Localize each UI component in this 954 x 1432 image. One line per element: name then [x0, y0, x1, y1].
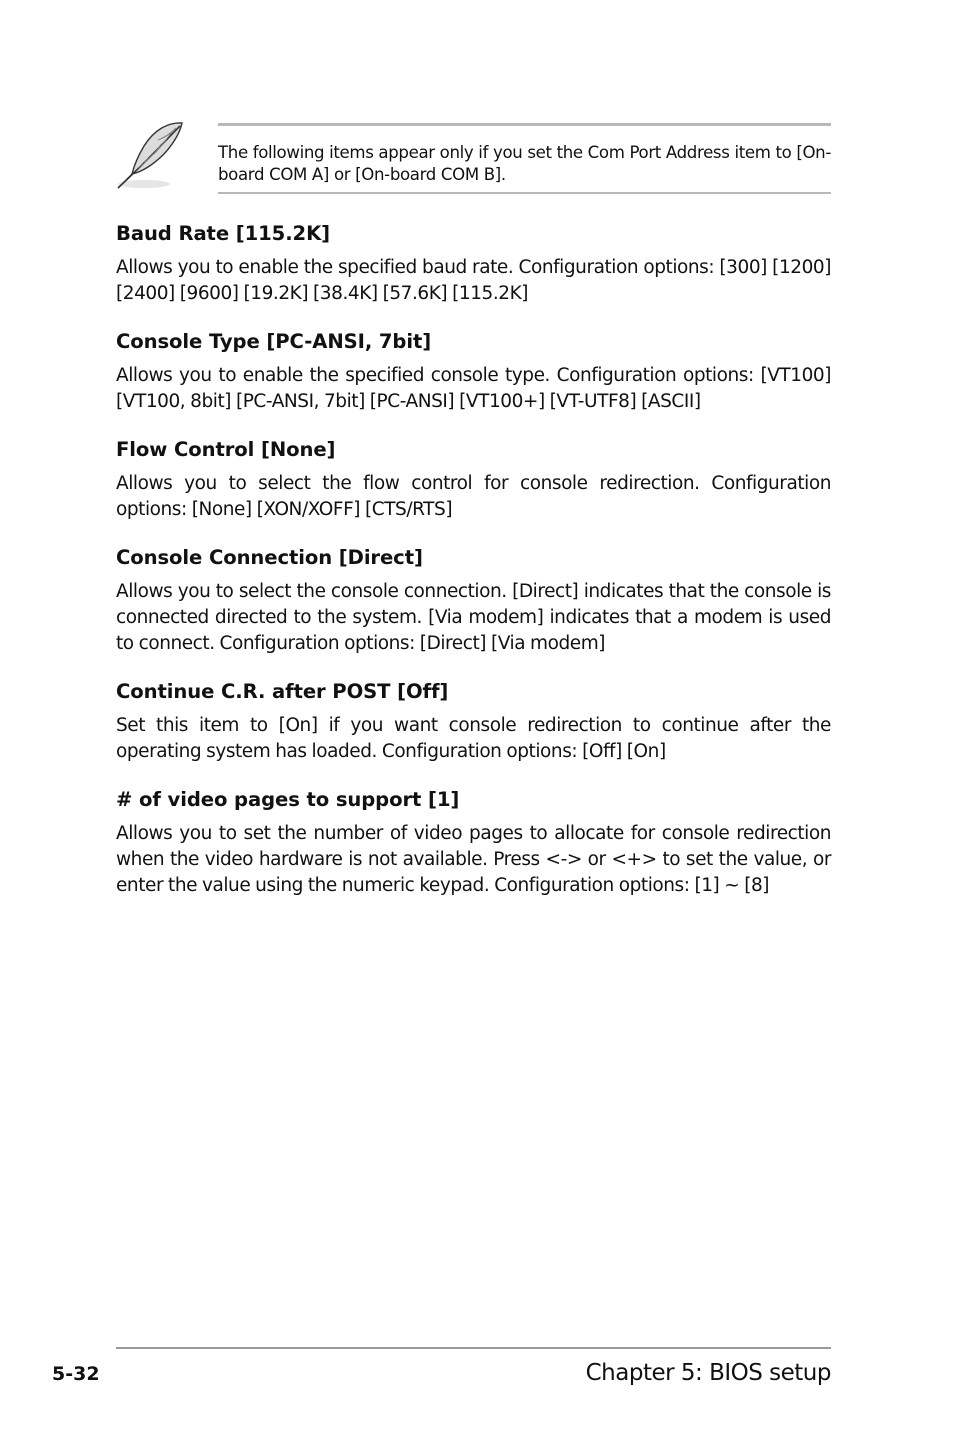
section-title: Flow Control [None]: [116, 438, 336, 461]
section-title: # of video pages to support [1]: [116, 788, 460, 811]
note-text: The following items appear only if you set the Com Port Address item to [On-board COM A] or [On-board COM B].: [218, 143, 831, 184]
footer-divider: [116, 1347, 831, 1349]
feather-quill-icon: [110, 118, 190, 194]
section-body: Allows you to enable the specified console type. Configuration options: [VT100] [VT100, 8bit] [PC-ANSI, 7bit] [PC-ANSI] [VT100+] [VT-UTF8] [ASCII]: [116, 365, 831, 412]
section-title: Continue C.R. after POST [Off]: [116, 680, 449, 703]
page-number: 5-32: [52, 1363, 100, 1385]
section-body: Allows you to select the console connection. [Direct] indicates that the console is connected directed to the system. [Via modem] indicates that a modem is used to connect. Configuration options: [Direct] [Via modem]: [116, 581, 831, 654]
section-body: Set this item to [On] if you want console redirection to continue after the operating system has loaded. Configuration options: [Off] [On]: [116, 715, 831, 762]
section-title: Console Connection [Direct]: [116, 546, 423, 569]
section-baud-rate: [116, 219, 831, 307]
section-title: Baud Rate [115.2K]: [116, 222, 331, 245]
note-box: [218, 123, 831, 194]
section-flow-control: [116, 435, 831, 523]
section-console-connection: [116, 543, 831, 657]
section-continue-cr: [116, 677, 831, 765]
section-body: Allows you to enable the specified baud rate. Configuration options: [300] [1200] [2400] [9600] [19.2K] [38.4K] [57.6K] [115.2K]: [116, 257, 831, 304]
section-video-pages: [116, 785, 831, 899]
section-body: Allows you to set the number of video pages to allocate for console redirection when the video hardware is not available. Press <-> or <+> to set the value, or enter the value using the numeric keypad. Configuration options: [1] ~ [8]: [116, 823, 831, 896]
section-title: Console Type [PC-ANSI, 7bit]: [116, 330, 432, 353]
content: [116, 219, 831, 919]
chapter-title: Chapter 5: BIOS setup: [585, 1360, 831, 1386]
section-console-type: [116, 327, 831, 415]
section-body: Allows you to select the flow control for console redirection. Configuration options: [None] [XON/XOFF] [CTS/RTS]: [116, 473, 831, 520]
note-callout: [110, 118, 831, 200]
